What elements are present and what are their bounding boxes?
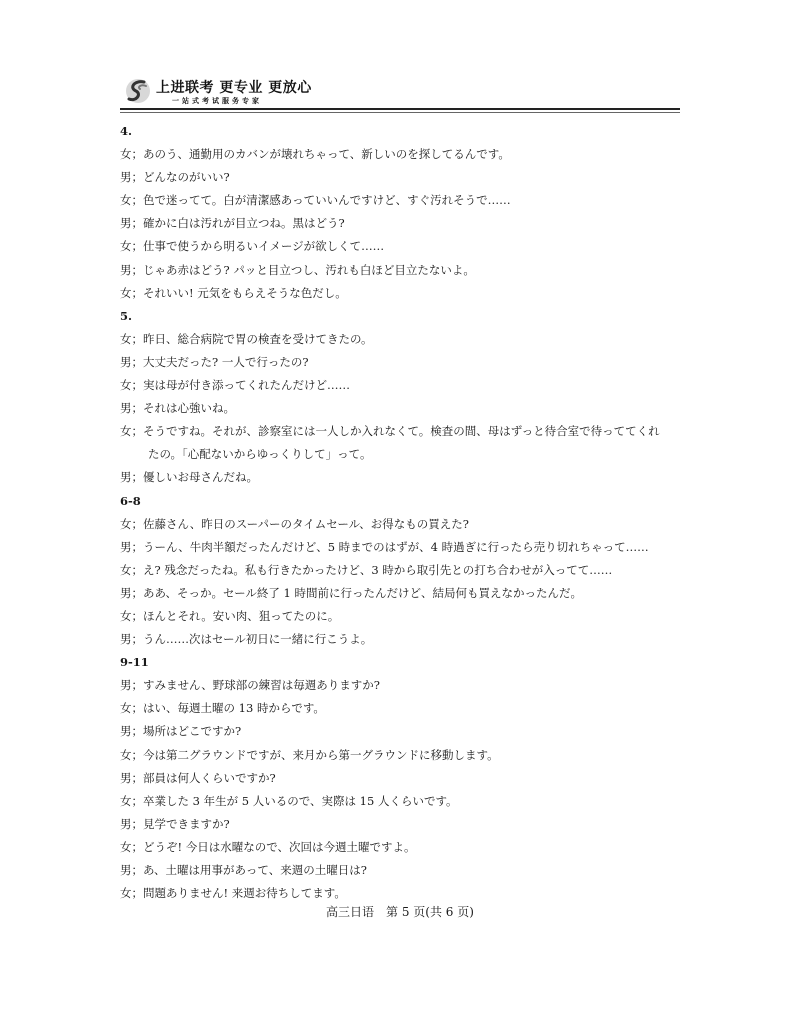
speaker-label: 男 — [120, 470, 132, 485]
speaker-separator: ； — [131, 516, 143, 531]
speaker-separator: ； — [131, 378, 143, 393]
utterance-text: 実は母が付き添ってくれたんだけど…… — [143, 378, 350, 393]
utterance-text: 昨日、総合病院で胃の検査を受けてきたの。 — [143, 331, 373, 346]
utterance-text: 大丈夫だった? 一人で行ったの? — [143, 354, 309, 369]
speaker-separator: ； — [131, 585, 143, 600]
dialogue-line — [120, 744, 700, 767]
speaker-label: 男 — [120, 632, 132, 647]
section-number: 4. — [120, 124, 133, 138]
dialogue-line — [120, 420, 700, 443]
speaker-label: 女 — [120, 378, 132, 393]
dialogue-line — [120, 813, 700, 836]
speaker-label: 男 — [120, 816, 132, 831]
dialogue-line — [120, 259, 700, 282]
utterance-text: ああ、そっか。セール終了 1 時間前に行ったんだけど、結局何も買えなかったんだ。 — [143, 585, 582, 600]
utterance-text: はい、毎週土曜の 13 時からです。 — [143, 701, 325, 716]
utterance-text: あ、土曜は用事があって、来週の土曜日は? — [143, 863, 367, 877]
utterance-text: 色で迷ってて。白が清潔感あっていいんですけど、すぐ汚れそうで…… — [143, 193, 511, 208]
speaker-separator: ； — [131, 262, 143, 277]
speaker-separator: ； — [131, 331, 143, 346]
speaker-separator: ； — [131, 816, 143, 831]
utterance-text: それは心強いね。 — [143, 401, 235, 416]
dialogue-line — [120, 212, 700, 235]
page-footer: 高三日语 第 5 页(共 6 页) — [326, 905, 474, 919]
speaker-label: 男 — [120, 724, 132, 739]
speaker-separator: ； — [131, 678, 143, 693]
speaker-label: 男 — [120, 678, 132, 693]
speaker-label: 男 — [120, 539, 132, 554]
speaker-separator: ； — [131, 239, 143, 254]
dialogue-line — [120, 628, 700, 651]
dialogue-line — [120, 859, 700, 882]
utterance-text: 見学できますか? — [143, 816, 230, 831]
speaker-label: 女 — [120, 331, 132, 346]
speaker-label: 女 — [120, 239, 132, 254]
speaker-separator: ； — [131, 147, 143, 162]
speaker-label: 男 — [120, 354, 132, 369]
speaker-label: 女 — [120, 886, 132, 901]
header-rule-thin — [120, 112, 680, 113]
header-rule — [120, 108, 680, 110]
utterance-text: 部員は何人くらいですか? — [143, 770, 276, 785]
speaker-separator: ； — [131, 701, 143, 716]
speaker-separator: ； — [131, 424, 143, 439]
dialogue-line — [120, 513, 700, 536]
utterance-text: 優しいお母さんだね。 — [143, 470, 258, 485]
dialogue-line — [120, 582, 700, 605]
dialogue-line — [120, 397, 700, 420]
utterance-text: うーん、牛肉半額だったんだけど、5 時までのはずが、4 時過ぎに行ったら売り切れちゃって…… — [143, 539, 649, 554]
speaker-separator: ； — [131, 793, 143, 808]
utterance-text: 場所はどこですか? — [143, 724, 242, 739]
utterance-text: ほんとそれ。安い肉、狙ってたのに。 — [143, 608, 340, 623]
speaker-label: 女 — [120, 516, 132, 531]
brand-name: 上进联考 更专业 更放心 — [156, 80, 312, 96]
speaker-label: 女 — [120, 193, 132, 208]
speaker-separator: ； — [131, 562, 143, 577]
dialogue-line — [120, 374, 700, 397]
speaker-separator: ； — [131, 863, 143, 877]
page-header — [120, 74, 680, 114]
speaker-label: 男 — [120, 401, 132, 416]
speaker-label: 女 — [120, 424, 132, 439]
utterance-text: すみません、野球部の練習は毎週ありますか? — [143, 678, 380, 693]
speaker-separator: ； — [131, 216, 143, 231]
dialogue-line — [120, 674, 700, 697]
utterance-text: どうぞ! 今日は水曜なので、次回は今週土曜ですよ。 — [143, 839, 416, 854]
section-number: 9-11 — [120, 655, 149, 670]
dialogue-line — [120, 697, 700, 720]
dialogue-line — [120, 328, 700, 351]
speaker-label: 男 — [120, 216, 132, 231]
dialogue-line — [120, 536, 700, 559]
utterance-text: 確かに白は汚れが目立つね。黒はどう? — [143, 216, 345, 231]
speaker-separator: ； — [131, 886, 143, 901]
speaker-label: 男 — [120, 863, 132, 877]
utterance-text: 仕事で使うから明るいイメージが欲しくて…… — [143, 239, 385, 254]
dialogue-line — [120, 767, 700, 790]
dialogue-line — [120, 882, 700, 905]
speaker-separator: ； — [131, 354, 143, 369]
speaker-separator: ； — [131, 724, 143, 739]
dialogue-line — [120, 282, 700, 305]
speaker-label: 女 — [120, 839, 132, 854]
logo-icon — [124, 76, 152, 106]
speaker-label: 男 — [120, 170, 132, 185]
speaker-label: 女 — [120, 608, 132, 623]
dialogue-content — [120, 120, 700, 905]
speaker-separator: ； — [131, 193, 143, 208]
speaker-label: 男 — [120, 585, 132, 600]
speaker-separator: ； — [131, 608, 143, 623]
utterance-text: 今は第二グラウンドですが、来月から第一グラウンドに移動します。 — [143, 747, 499, 762]
brand-slogan: 一站式考试服务专家 — [172, 97, 262, 105]
speaker-separator: ； — [131, 470, 143, 485]
speaker-separator: ； — [131, 170, 143, 185]
dialogue-line — [120, 143, 700, 166]
dialogue-line — [120, 466, 700, 489]
speaker-label: 女 — [120, 793, 132, 808]
speaker-separator: ； — [131, 539, 143, 554]
utterance-text: 佐藤さん、昨日のスーパーのタイムセール、お得なもの買えた? — [143, 516, 469, 531]
speaker-separator: ； — [131, 632, 143, 647]
dialogue-line — [120, 559, 700, 582]
speaker-label: 女 — [120, 701, 132, 716]
utterance-text: どんなのがいい? — [143, 170, 230, 185]
utterance-text: 卒業した 3 年生が 5 人いるので、実際は 15 人くらいです。 — [143, 793, 458, 808]
speaker-label: 女 — [120, 562, 132, 577]
dialogue-line — [120, 790, 700, 813]
speaker-label: 女 — [120, 147, 132, 162]
speaker-label: 女 — [120, 285, 132, 300]
utterance-text: それいい! 元気をもらえそうな色だし。 — [143, 285, 347, 300]
utterance-text: そうですね。それが、診察室には一人しか入れなくて。検査の間、母はずっと待合室で待っててくれ — [143, 424, 660, 439]
speaker-separator: ； — [131, 770, 143, 785]
speaker-separator: ； — [131, 401, 143, 416]
speaker-separator: ； — [131, 285, 143, 300]
dialogue-line — [120, 166, 700, 189]
utterance-continuation: たの。「心配ないからゆっくりして」って。 — [148, 447, 372, 462]
utterance-text: 問題ありません! 来週お待ちしてます。 — [143, 886, 346, 901]
speaker-label: 男 — [120, 770, 132, 785]
speaker-label: 女 — [120, 747, 132, 762]
dialogue-line — [120, 189, 700, 212]
dialogue-line — [120, 235, 700, 258]
utterance-text: あのう、通勤用のカバンが壊れちゃって、新しいのを探してるんです。 — [143, 147, 510, 162]
dialogue-line — [120, 720, 700, 743]
section-number: 6-8 — [120, 493, 141, 508]
utterance-text: え? 残念だったね。私も行きたかったけど、3 時から取引先との打ち合わせが入ってて…… — [143, 562, 613, 577]
dialogue-line — [120, 605, 700, 628]
dialogue-line — [120, 836, 700, 859]
utterance-text: うん……次はセール初日に一緒に行こうよ。 — [143, 632, 373, 647]
dialogue-line — [120, 351, 700, 374]
utterance-text: じゃあ赤はどう? パッと目立つし、汚れも白ほど目立たないよ。 — [143, 262, 475, 277]
section-number: 5. — [120, 308, 133, 323]
speaker-label: 男 — [120, 262, 132, 277]
speaker-separator: ； — [131, 747, 143, 762]
speaker-separator: ； — [131, 839, 143, 854]
